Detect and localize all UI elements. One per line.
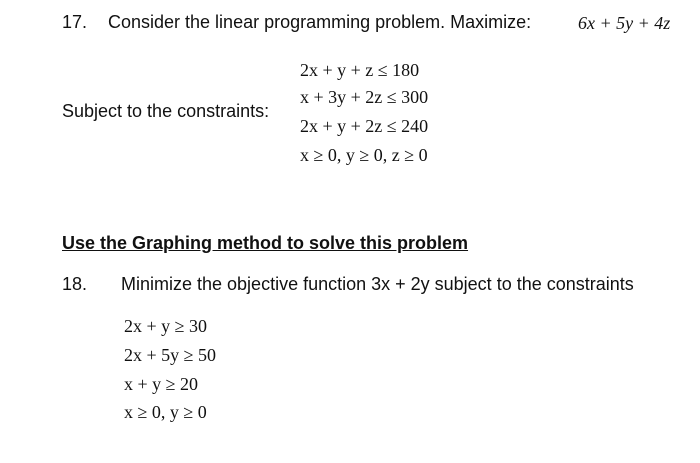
problem-17-statement: Consider the linear programming problem. Maximize: xyxy=(108,12,532,32)
problem-17-constraint-4: x ≥ 0, y ≥ 0, z ≥ 0 xyxy=(300,145,428,165)
problem-18-number: 18. xyxy=(62,274,88,294)
problem-18-statement: Minimize the objective function 3x + 2y subject to the constraints xyxy=(121,274,634,294)
problem-17-number: 17. xyxy=(62,12,88,32)
problem-18-constraint-4: x ≥ 0, y ≥ 0 xyxy=(124,402,207,422)
problem-18-constraint-3: x + y ≥ 20 xyxy=(124,374,199,394)
problem-18-constraint-1: 2x + y ≥ 30 xyxy=(124,316,208,336)
problem-17-constraint-2: x + 3y + 2z ≤ 300 xyxy=(300,87,429,107)
section-heading: Use the Graphing method to solve this problem xyxy=(62,233,469,253)
problem-17-constraints-label: Subject to the constraints: xyxy=(62,101,270,121)
problem-18-constraint-2: 2x + 5y ≥ 50 xyxy=(124,345,217,365)
problem-17-constraint-1: 2x + y + z ≤ 180 xyxy=(300,60,420,80)
problem-17-constraint-3: 2x + y + 2z ≤ 240 xyxy=(300,116,429,136)
problem-17-objective: 6x + 5y + 4z xyxy=(578,13,671,33)
